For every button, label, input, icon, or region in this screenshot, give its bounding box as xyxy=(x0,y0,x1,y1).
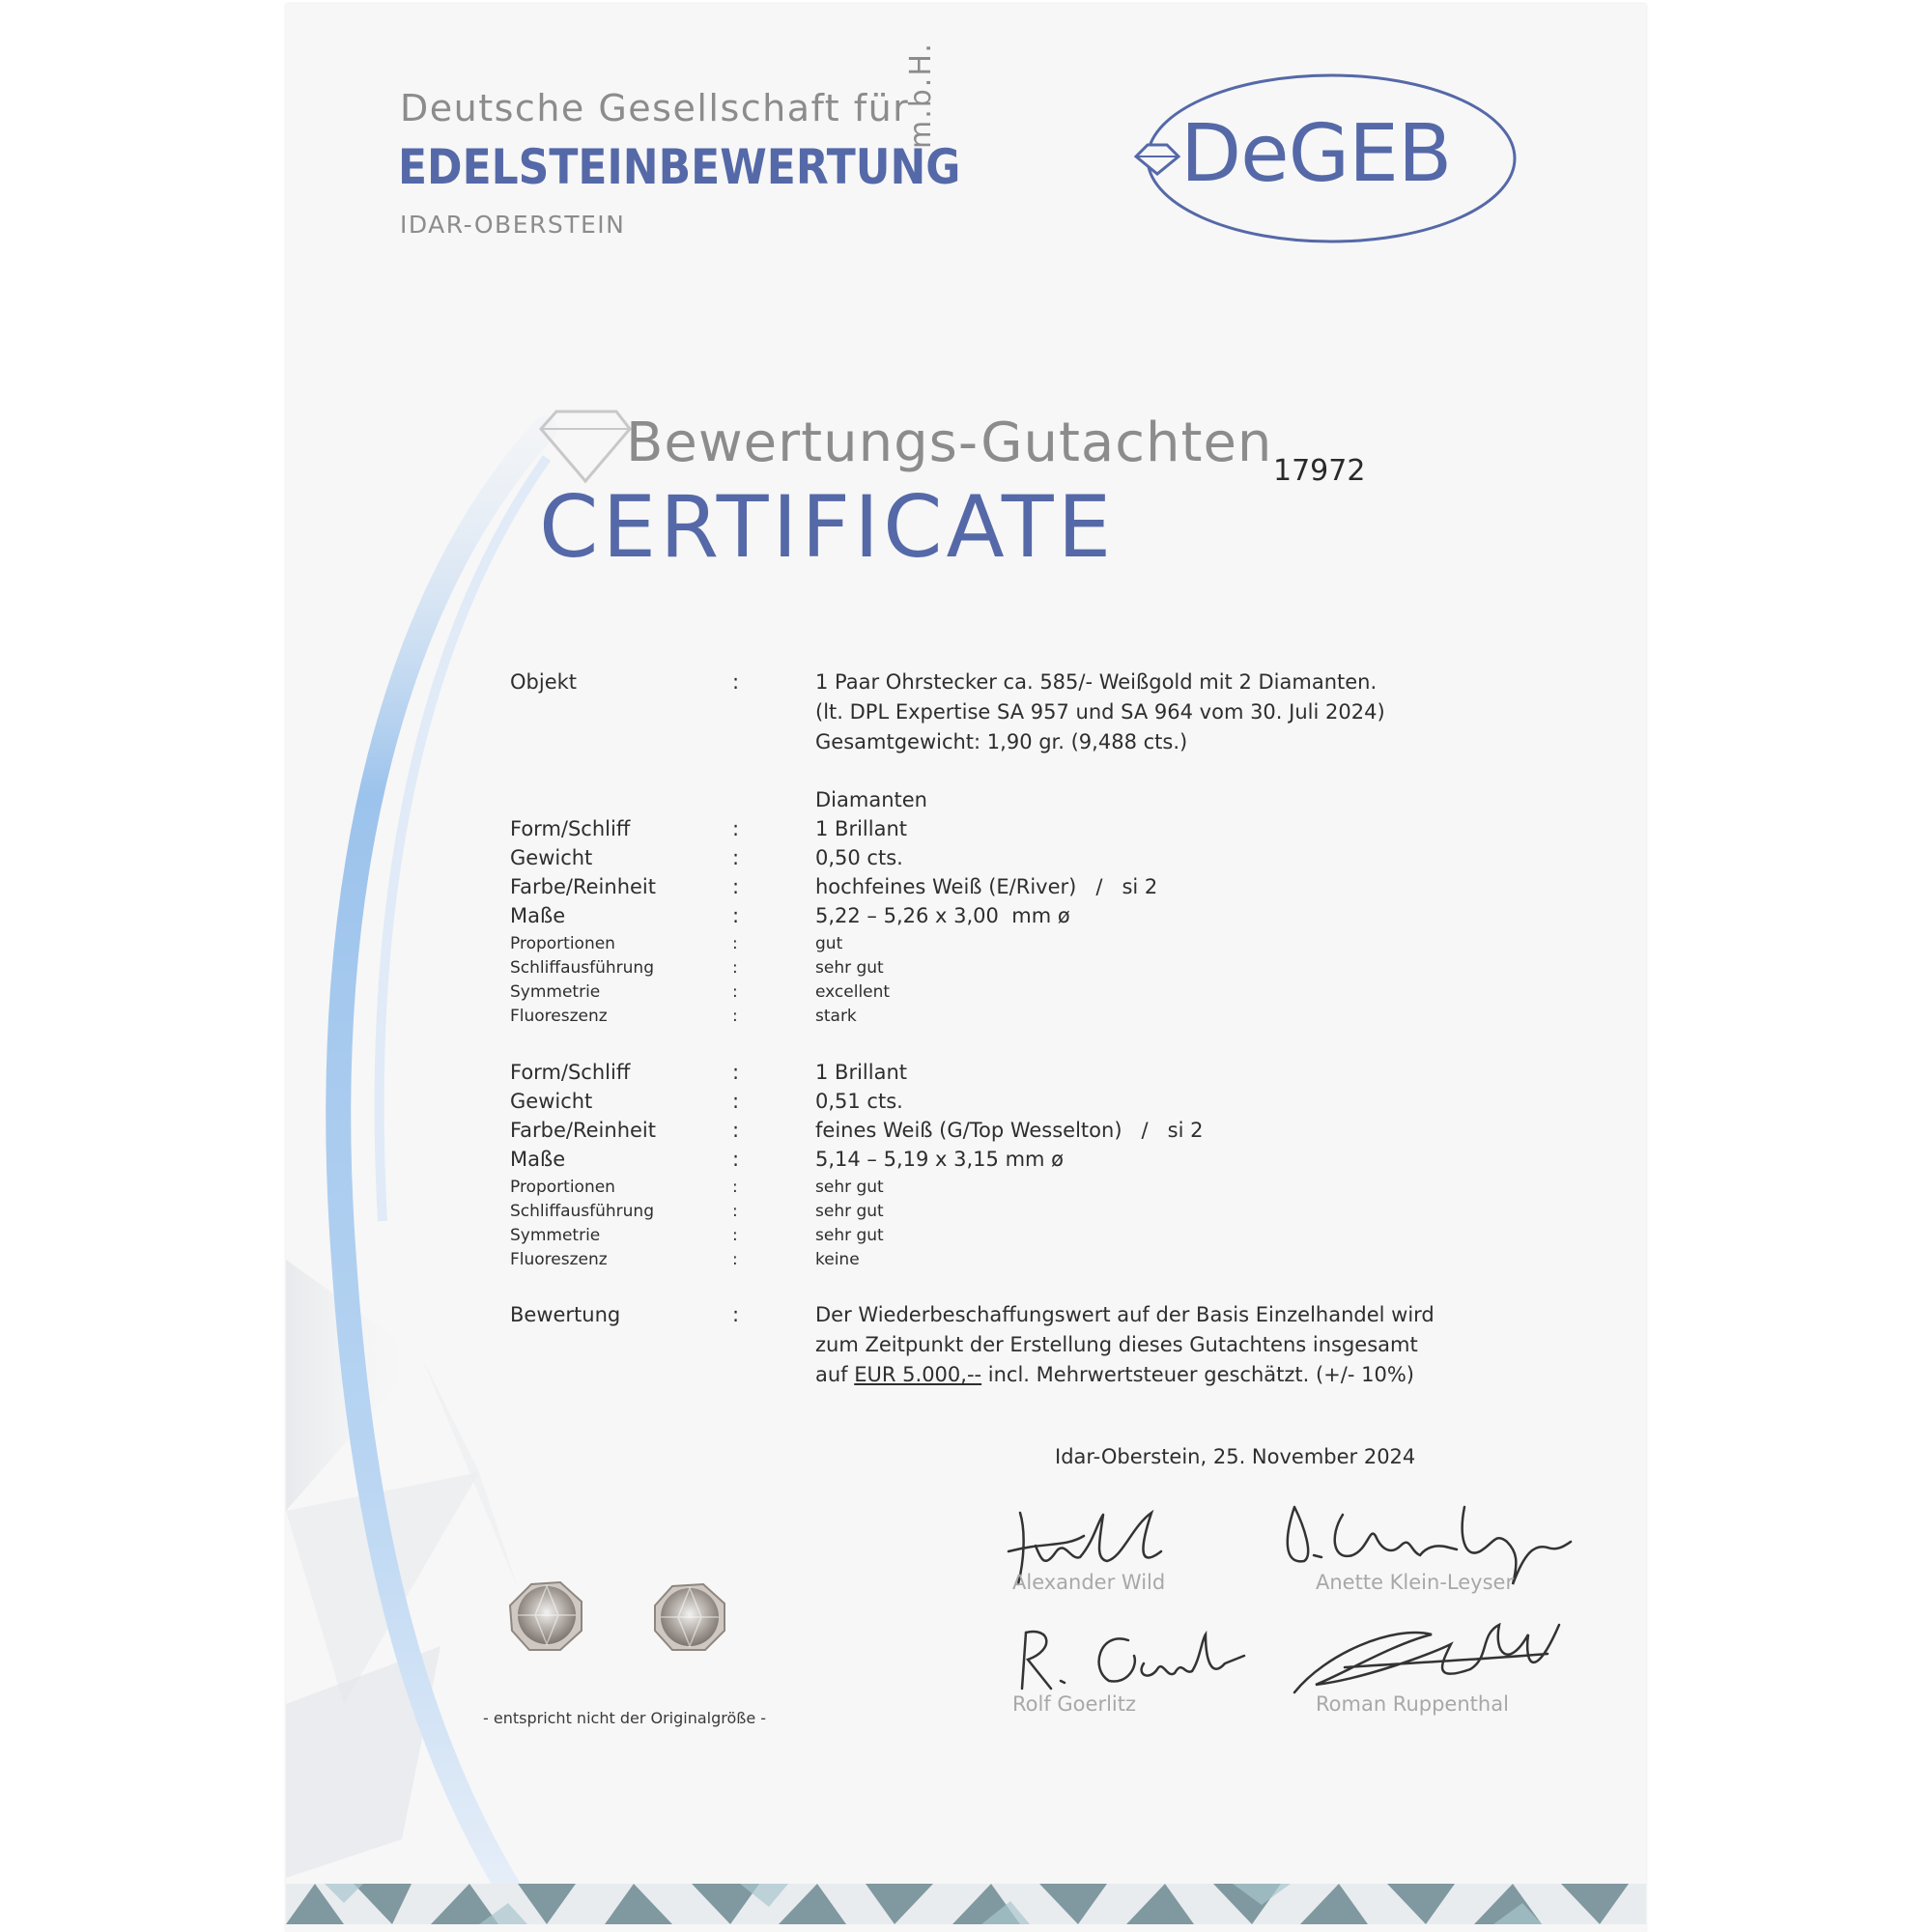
company-name-line2: EDELSTEINBEWERTUNG xyxy=(398,139,961,195)
signatory-1-name: Alexander Wild xyxy=(1012,1571,1166,1594)
colon: : xyxy=(732,1303,740,1326)
signatory-2-name: Anette Klein-Leyser xyxy=(1316,1571,1515,1594)
field-label: Symmetrie xyxy=(510,1226,601,1245)
colon: : xyxy=(732,1061,740,1084)
valuation-line-1: Der Wiederbeschaffungswert auf der Basis Einzelhandel wird xyxy=(815,1303,1435,1326)
field-label: Fluoreszenz xyxy=(510,1007,608,1026)
logo-wordmark: DeGEB xyxy=(1180,108,1452,200)
field-value: 1 Brillant xyxy=(815,1061,907,1084)
signature-roman-ruppenthal xyxy=(1287,1615,1567,1702)
colon: : xyxy=(732,1007,738,1026)
colon: : xyxy=(732,934,738,953)
colon: : xyxy=(732,1202,738,1221)
valuation-amount: EUR 5.000,-- xyxy=(854,1363,982,1386)
field-value: 1 Brillant xyxy=(815,817,907,840)
field-value: feines Weiß (G/Top Wesselton) / si 2 xyxy=(815,1119,1204,1142)
field-value: 0,51 cts. xyxy=(815,1090,903,1113)
colon: : xyxy=(732,1250,738,1269)
colon: : xyxy=(732,817,740,840)
field-label: Maße xyxy=(510,1148,566,1171)
colon: : xyxy=(732,904,740,927)
colon: : xyxy=(732,982,738,1002)
colon: : xyxy=(732,1148,740,1171)
colon: : xyxy=(732,1090,740,1113)
colon: : xyxy=(732,1226,738,1245)
field-value: 5,14 – 5,19 x 3,15 mm ø xyxy=(815,1148,1065,1171)
field-value: excellent xyxy=(815,982,891,1002)
field-label: Proportionen xyxy=(510,1178,615,1197)
field-value: stark xyxy=(815,1007,857,1026)
field-label: Farbe/Reinheit xyxy=(510,875,656,898)
field-label: Farbe/Reinheit xyxy=(510,1119,656,1142)
place-date: Idar-Oberstein, 25. November 2024 xyxy=(1055,1445,1416,1468)
signatory-3-name: Rolf Goerlitz xyxy=(1012,1692,1136,1716)
field-value: gut xyxy=(815,934,843,953)
field-label: Form/Schliff xyxy=(510,1061,631,1084)
certificate-page xyxy=(286,4,1646,1932)
colon: : xyxy=(732,875,740,898)
field-label: Proportionen xyxy=(510,934,615,953)
company-location: IDAR-OBERSTEIN xyxy=(400,211,626,239)
field-value: 5,22 – 5,26 x 3,00 mm ø xyxy=(815,904,1070,927)
title-german: Bewertungs-Gutachten xyxy=(626,412,1273,474)
valuation-suffix: incl. Mehrwertsteuer geschätzt. (+/- 10%) xyxy=(981,1363,1414,1386)
certificate-number: 17972 xyxy=(1273,454,1366,488)
field-label: Schliffausführung xyxy=(510,1202,654,1221)
diamond-icon xyxy=(1136,145,1179,174)
colon: : xyxy=(732,1178,738,1197)
colon: : xyxy=(732,958,738,978)
field-label: Gewicht xyxy=(510,846,593,869)
object-line-2: (lt. DPL Expertise SA 957 und SA 964 vom 30. Juli 2024) xyxy=(815,700,1385,724)
field-value: sehr gut xyxy=(815,1202,884,1221)
field-label: Form/Schliff xyxy=(510,817,631,840)
colon: : xyxy=(732,846,740,869)
field-label: Schliffausführung xyxy=(510,958,654,978)
colon: : xyxy=(732,1119,740,1142)
colon: : xyxy=(732,670,740,694)
field-label: Maße xyxy=(510,904,566,927)
field-value: sehr gut xyxy=(815,1178,884,1197)
valuation-prefix: auf xyxy=(815,1363,855,1386)
field-value: sehr gut xyxy=(815,958,884,978)
title-english: CERTIFICATE xyxy=(539,477,1116,577)
object-label: Objekt xyxy=(510,670,578,694)
signatory-4-name: Roman Ruppenthal xyxy=(1316,1692,1509,1716)
object-row xyxy=(286,670,1646,699)
object-line-1: 1 Paar Ohrstecker ca. 585/- Weißgold mit 2 Diamanten. xyxy=(815,670,1378,694)
field-label: Fluoreszenz xyxy=(510,1250,608,1269)
hologram-security-strip xyxy=(286,1884,1646,1924)
field-label: Gewicht xyxy=(510,1090,593,1113)
section-diamonds: Diamanten xyxy=(815,788,927,811)
field-value: keine xyxy=(815,1250,860,1269)
diamond-outline-icon xyxy=(537,408,634,485)
valuation-line-2: zum Zeitpunkt der Erstellung dieses Gutachtens insgesamt xyxy=(815,1333,1418,1356)
signature-rolf-goerlitz xyxy=(1012,1621,1254,1698)
object-line-3: Gesamtgewicht: 1,90 gr. (9,488 cts.) xyxy=(815,730,1188,753)
image-caption: - entspricht nicht der Originalgröße - xyxy=(483,1709,767,1727)
valuation-line-3 xyxy=(815,1363,1414,1386)
company-name-line1: Deutsche Gesellschaft für xyxy=(400,87,910,129)
field-value: hochfeines Weiß (E/River) / si 2 xyxy=(815,875,1158,898)
earring-studs-photo xyxy=(500,1567,752,1673)
company-legal-suffix: m.b.H. xyxy=(904,42,938,149)
field-value: sehr gut xyxy=(815,1226,884,1245)
valuation-label: Bewertung xyxy=(510,1303,621,1326)
field-value: 0,50 cts. xyxy=(815,846,903,869)
field-label: Symmetrie xyxy=(510,982,601,1002)
